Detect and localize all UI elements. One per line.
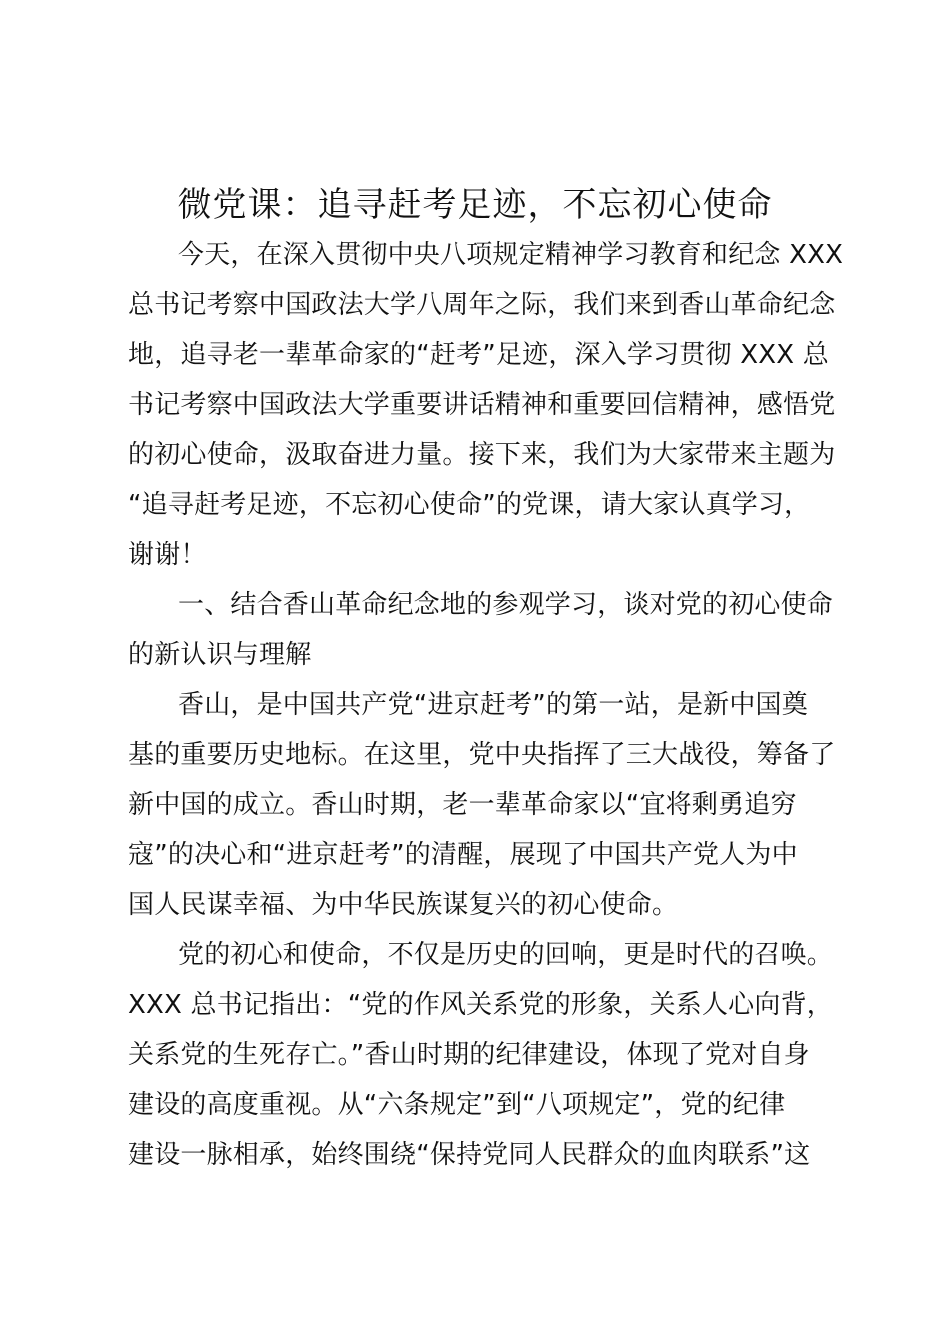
paragraph-line: 书记考察中国政法大学重要讲话精神和重要回信精神，感悟党 [128, 390, 836, 420]
paragraph-line: 基的重要历史地标。在这里，党中央指挥了三大战役，筹备了 [128, 740, 836, 770]
paragraph-line: 的初心使命，汲取奋进力量。接下来，我们为大家带来主题为 [128, 440, 836, 470]
paragraph-line: XXX 总书记指出：“党的作风关系党的形象，关系人心向背， [128, 990, 833, 1020]
paragraph-line: 建设的高度重视。从“六条规定”到“八项规定”，党的纪律 [128, 1090, 786, 1120]
section-heading-line: 的新认识与理解 [128, 640, 312, 670]
document-title: 微党课：追寻赶考足迹，不忘初心使命 [177, 185, 773, 225]
paragraph-line: “追寻赶考足迹，不忘初心使命”的党课，请大家认真学习， [128, 490, 811, 520]
paragraph-line: 党的初心和使命，不仅是历史的回响，更是时代的召唤。 [178, 940, 834, 970]
paragraph-line: 地，追寻老一辈革命家的“赶考”足迹，深入学习贯彻 XXX 总 [128, 340, 829, 370]
paragraph-line: 新中国的成立。香山时期，老一辈革命家以“宜将剩勇追穷 [128, 790, 797, 820]
paragraph-line: 香山，是中国共产党“进京赶考”的第一站，是新中国奠 [178, 690, 808, 720]
paragraph-line: 总书记考察中国政法大学八周年之际，我们来到香山革命纪念 [128, 290, 836, 320]
paragraph-line: 建设一脉相承，始终围绕“保持党同人民群众的血肉联系”这 [128, 1140, 811, 1170]
paragraph-line: 寇”的决心和“进京赶考”的清醒，展现了中国共产党人为中 [128, 840, 798, 870]
section-heading-line: 一、结合香山革命纪念地的参观学习，谈对党的初心使命 [178, 590, 834, 620]
paragraph-line: 谢谢！ [128, 540, 207, 570]
paragraph-line: 国人民谋幸福、为中华民族谋复兴的初心使命。 [128, 890, 679, 920]
paragraph-line: 关系党的生死存亡。”香山时期的纪律建设，体现了党对自身 [128, 1040, 810, 1070]
paragraph-line: 今天，在深入贯彻中央八项规定精神学习教育和纪念 XXX [178, 240, 844, 270]
